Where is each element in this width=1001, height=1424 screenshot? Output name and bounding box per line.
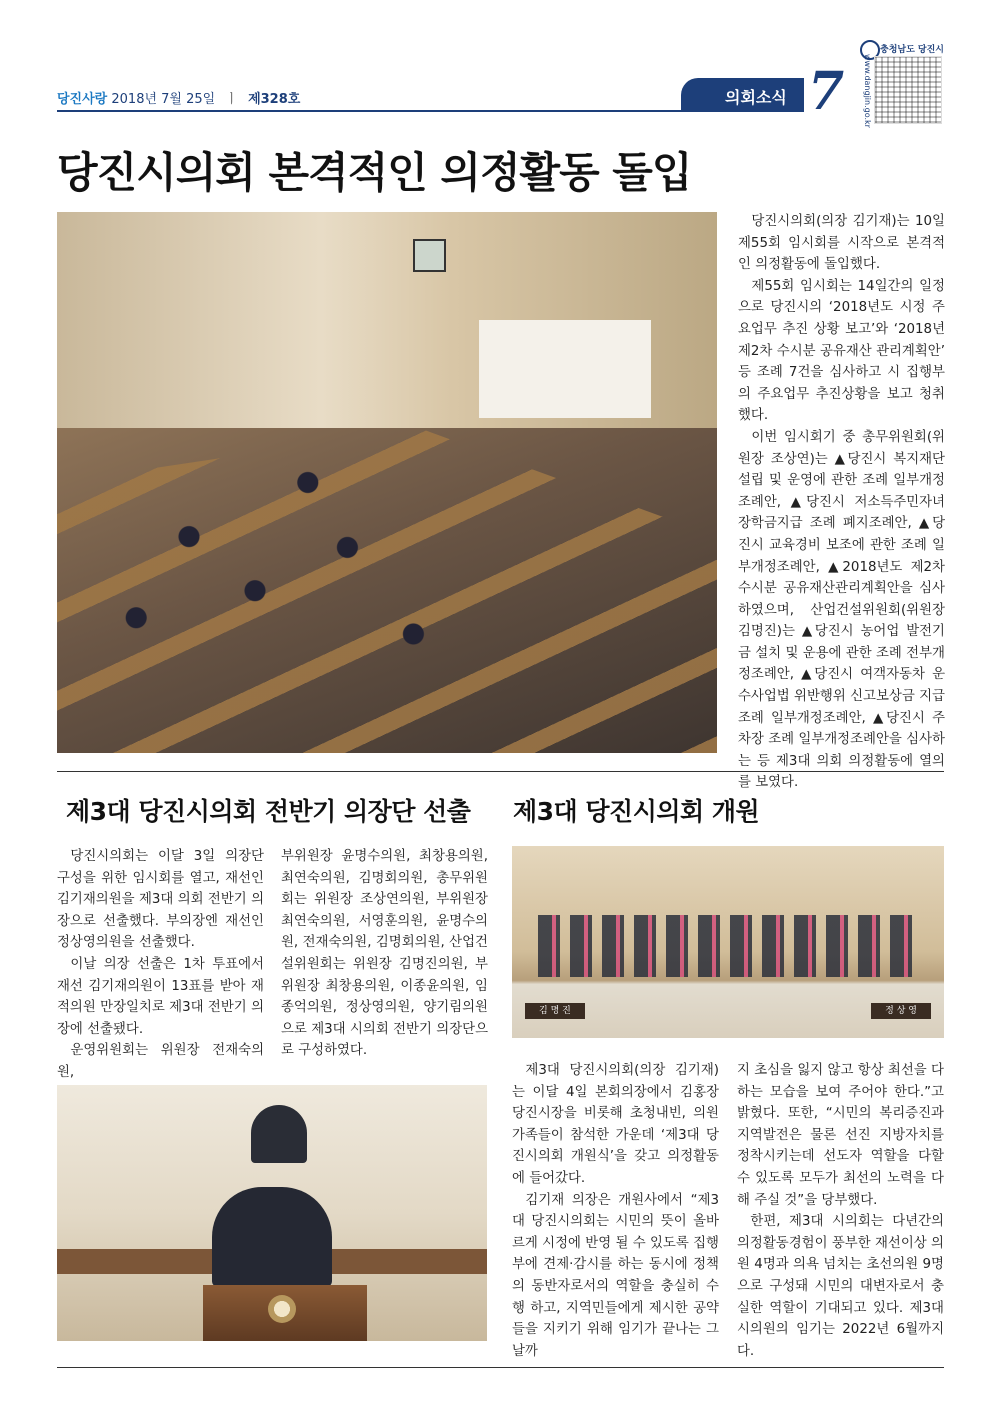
council-chamber-photo — [57, 212, 717, 753]
chamber-screen — [413, 239, 446, 271]
opening-paragraph: 지 초심을 잃지 않고 항상 최선을 다하는 모습을 보여 주어야 한다.”고 밝혔다. 또한, “시민의 복리증진과 지역발전은 물론 선진 지방자치를 정착시키는데 선도자 역할을 다할 수 있도록 모두가 최선의 노력을 다해 주실 것”을 당부했다. — [737, 1063, 944, 1208]
group-nameplate-left: 김 명 진 — [525, 1003, 585, 1019]
bottom-rule — [57, 1367, 944, 1368]
brand-name: 당진사랑 — [57, 92, 108, 107]
council-members-group — [538, 915, 918, 976]
leadership-article-col2 — [281, 846, 488, 1062]
council-seal-icon — [268, 1295, 296, 1323]
leadership-paragraph: 운영위원회는 위원장 전재숙의원, — [57, 1043, 264, 1080]
speaker-photo — [57, 1085, 487, 1341]
opening-paragraph: 김기재 의장은 개원사에서 “제3대 당진시의회는 시민의 뜻이 올바르게 시정에 반영 될 수 있도록 집행부에 견제·감시를 하는 동시에 정책의 동반자로서의 역할을 충실히 수행 하고, 지역민들에게 제시한 공약들을 지키기 위해 임기가 끝나는 그날까 — [512, 1192, 719, 1359]
article-title-opening: 제3대 당진시의회 개원 — [513, 797, 760, 826]
leadership-paragraph: 이날 의장 선출은 1차 투표에서 재선 김기재의원이 13표를 받아 재적의원 만장일치로 제3대 전반기 의장에 선출됐다. — [57, 956, 264, 1037]
opening-article-col1 — [512, 1060, 719, 1362]
website-url: www.dangjin.go.kr — [863, 54, 872, 128]
main-article-paragraph: 제55회 임시회는 14일간의 일정으로 당진시의 ‘2018년도 시정 주요업무 추진 상황 보고’와 ‘2018년 제2차 수시분 공유재산 관리계획안’ 등 조례 7건을 심사하고 시 집행부의 주요업무 추진상황을 보고 청취했다. — [738, 278, 945, 424]
leadership-paragraph: 부위원장 윤명수의원, 최창용의원, 최연숙의원, 김명회의원, 총무위원회는 위원장 조상연의원, 부위원장 최연숙의원, 서영훈의원, 윤명수의원, 전재숙의원, 김명회의원, 산업건설위원회는 위원장 김명진의원, 부위원장 최창용의원, 이종윤의원, 임종억의원, 정상영의원, 양기림의원으로 제3대 시의회 전반기 의장단으로 구성하였다. — [281, 849, 488, 1059]
opening-paragraph: 한편, 제3대 시의회는 다년간의 의정활동경험이 풍부한 재선이상 의원 4명과 의욕 넘치는 초선의원 9명으로 구성돼 시민의 대변자로서 충실한 역할이 기대되고 있다. 제3대 시의원의 임기는 2022년 6월까지다. — [737, 1214, 944, 1359]
main-article-paragraph: 이번 임시회기 중 총무위원회(위원장 조상연)는 ▲당진시 복지재단 설립 및 운영에 관한 조례 일부개정조례안, ▲당진시 저소득주민자녀 장학금지급 조례 폐지조례안, ▲당진시 교육경비 보조에 관한 조례 일부개정조례안, ▲2018년도 제2차 수시분 공유재산관리계획안을 심사하였으며, 산업건설위원회(위원장 김명진)는 ▲당진시 농어업 발전기금 설치 및 운용에 관한 조례 전부개정조례안, ▲당진시 여객자동차 운수사업법 위반행위 신고보상금 지급 조례 일부개정조례안, ▲당진시 주차장 조례 일부개정조례안을 심사하는 등 제3대 의회 의정활동에 열의를 보였다. — [738, 429, 945, 791]
leadership-article-col1 — [57, 846, 264, 1084]
masthead — [57, 88, 300, 107]
leadership-paragraph: 당진시의회는 이달 3일 의장단 구성을 위한 임시회를 열고, 재선인 김기재의원을 제3대 의회 전반기 의장으로 선출했다. 부의장엔 재선인 정상영의원을 선출했다. — [57, 849, 264, 951]
masthead-separator: ㅣ — [225, 92, 238, 107]
header-rule — [57, 110, 685, 112]
member-seats — [57, 212, 717, 753]
opening-article-col2 — [737, 1060, 944, 1362]
article-title-leadership: 제3대 당진시의회 전반기 의장단 선출 — [66, 797, 471, 826]
section-divider — [57, 771, 944, 772]
group-nameplate-right: 정 상 영 — [871, 1003, 931, 1019]
opening-ceremony-photo — [512, 846, 944, 1038]
main-article-paragraph: 당진시의회(의장 김기재)는 10일 제55회 임시회를 시작으로 본격적인 의정활동에 돌입했다. — [738, 214, 945, 273]
speaker-figure — [212, 1187, 332, 1287]
opening-paragraph: 제3대 당진시의회(의장 김기재)는 이달 4일 본회의장에서 김홍장 당진시장을 비롯해 초청내빈, 의원 가족들이 참석한 가운데 ‘제3대 당진시의회 개원식’을 갖고 의정활동에 들어갔다. — [512, 1063, 719, 1186]
speaker-dais — [479, 320, 651, 417]
issue-date: 2018년 7월 25일 — [111, 92, 216, 107]
main-headline: 당진시의회 본격적인 의정활동 돌입 — [57, 148, 692, 197]
publisher-name: 충청남도 당진시 — [880, 45, 944, 55]
section-tab: 의회소식 — [681, 78, 804, 112]
qr-code-icon — [874, 56, 942, 124]
chairman-figure — [251, 1105, 307, 1163]
main-article-body — [738, 211, 945, 794]
page-number: 7 — [808, 61, 845, 122]
issue-number: 제328호 — [248, 92, 301, 107]
